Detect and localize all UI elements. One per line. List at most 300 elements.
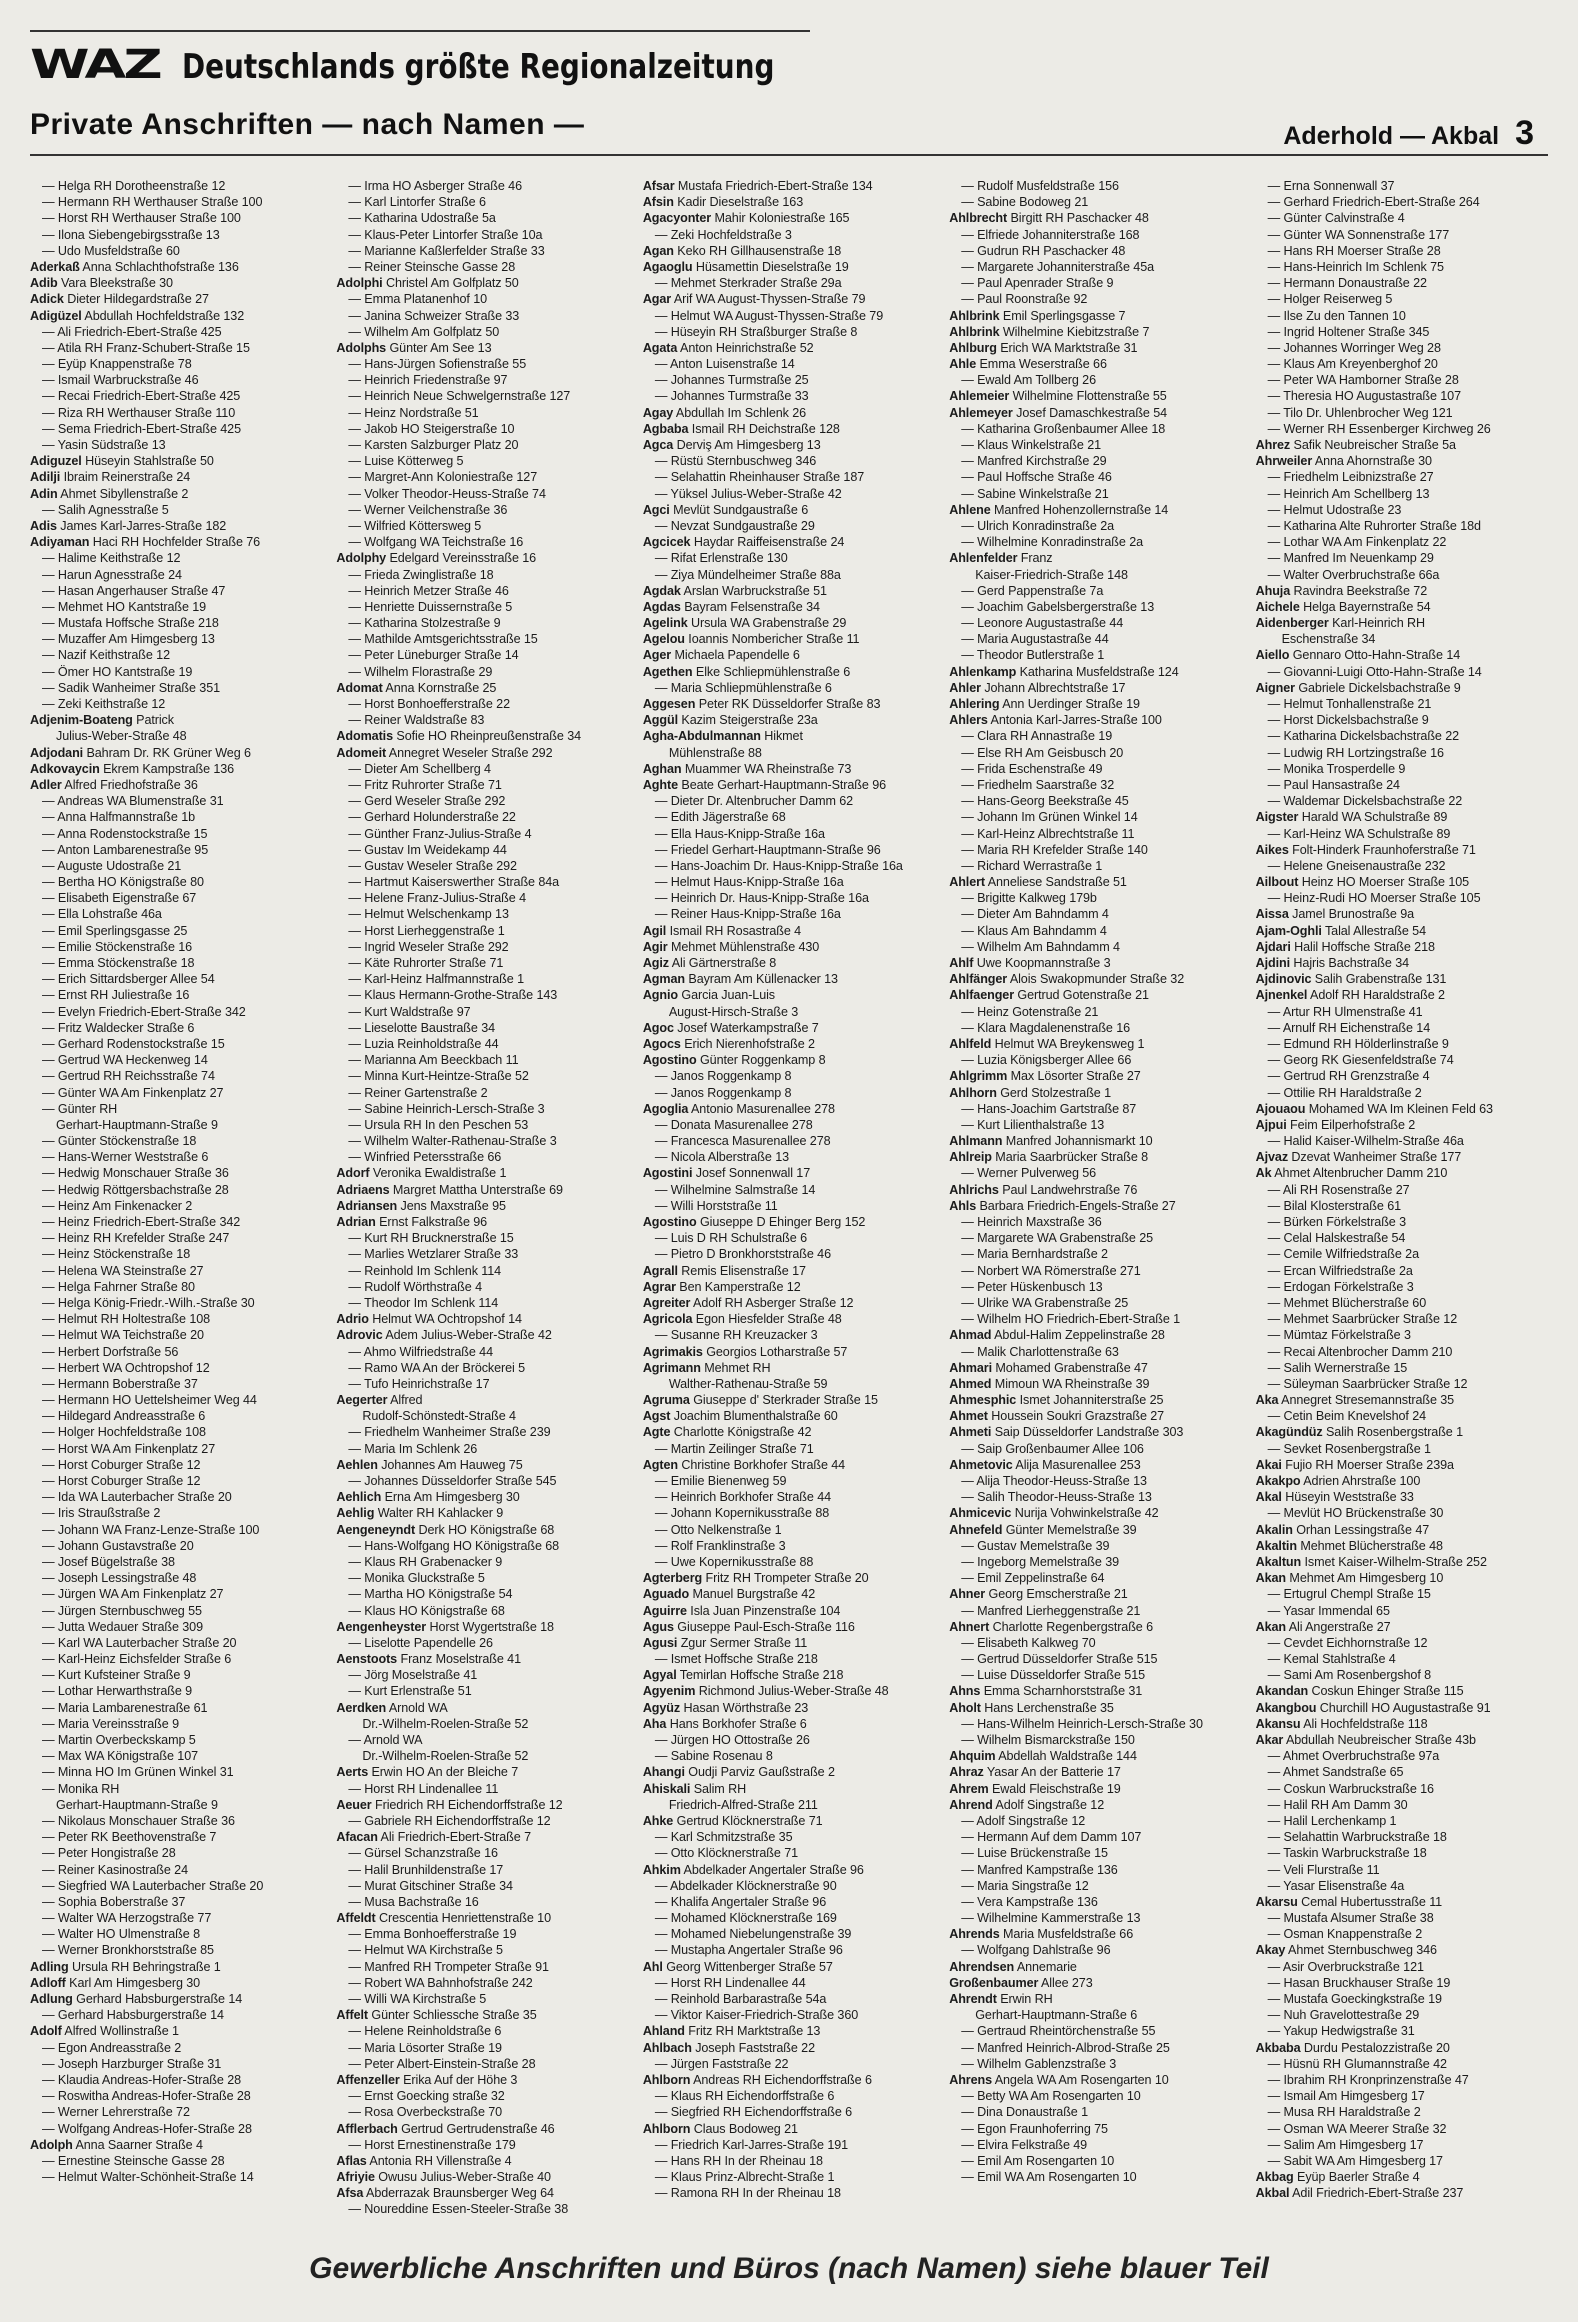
listing-entry: Ahlert Anneliese Sandstraße 51 [949,875,1127,890]
listing-entry: — Horst WA Am Finkenplatz 27 [42,1441,216,1456]
listing-entry: Aholt Hans Lerchenstraße 35 [949,1700,1114,1715]
listing-entry: Akangbou Churchill HO Augustastraße 91 [1255,1700,1491,1715]
listing-entry: — Kurt Waldstraße 97 [348,1004,471,1019]
listing-entry: Ager Michaela Papendelle 6 [642,648,800,663]
listing-entry: — Hans-Jürgen Sofienstraße 55 [348,357,527,372]
listing-entry: — Bilal Klosterstraße 61 [1267,1198,1402,1213]
listing-entry: — Maria Lösorter Straße 19 [348,2040,502,2055]
listing-entry: — Monika Gluckstraße 5 [348,1571,485,1586]
listing-entry: Adorf Veronika Ewaldistraße 1 [336,1166,507,1181]
listing-entry: — Gerd Pappenstraße 7a [961,583,1104,598]
listing-entry: — Sadik Wanheimer Straße 351 [42,680,221,695]
listing-entry: — Luise Brückenstraße 15 [961,1846,1108,1861]
listing-entry: Afacan Ali Friedrich-Ebert-Straße 7 [336,1830,531,1845]
listing-entry: — Sema Friedrich-Ebert-Straße 425 [42,421,241,436]
listing-entry: — Horst Coburger Straße 12 [42,1457,201,1472]
listing-entry: — Roswitha Andreas-Hofer-Straße 28 [42,2089,251,2104]
listing-entry: — Hedwig Röttgersbachstraße 28 [42,1182,229,1197]
listing-entry: Ahrendsen Annemarie [949,1959,1077,1974]
listing-entry: Ahlbrink Wilhelmine Kiebitzstraße 7 [949,324,1150,339]
listing-entry: Aigster Harald WA Schulstraße 89 [1255,810,1448,825]
listing-entry: Agten Christine Borkhofer Straße 44 [642,1457,846,1472]
listing-entry: — Johannes Turmstraße 25 [654,373,809,388]
listing-entry: Aegerter Alfred [336,1393,423,1408]
listing-entry: — Osman WA Meerer Straße 32 [1267,2121,1447,2136]
listing-entry: — Dieter Dr. Altenbrucher Damm 62 [654,794,854,809]
listing-entry: — Emma Stöckenstraße 18 [42,956,195,970]
listing-entry: — Helmut Udostraße 23 [1267,502,1402,517]
listing-entry: — Ziya Mündelheimer Straße 88a [654,567,841,582]
listing-entry: — Klaus Am Bahndamm 4 [961,923,1107,938]
listing-entry: — Heinrich Neue Schwelgernstraße 127 [348,389,571,404]
listing-entry: — Gertrud RH Grenzstraße 4 [1267,1069,1430,1084]
listing-entry: Akbal Adil Friedrich-Ebert-Straße 237 [1255,2186,1464,2201]
listing-entry: — Malik Charlottenstraße 63 [961,1344,1119,1359]
listing-entry: — Egon Fraunhoferring 75 [961,2121,1108,2136]
listing-entry: — Donata Masurenallee 278 [654,1117,813,1132]
listing-entry: — Sami Am Rosenbergshof 8 [1267,1668,1432,1683]
listing-entry: Adjenim-Boateng Patrick [30,713,174,728]
listing-entry: — Ramo WA An der Bröckerei 5 [348,1360,526,1375]
listing-entry: — Lothar WA Am Finkenplatz 22 [1267,535,1447,550]
listing-entry: Agyenim Richmond Julius-Weber-Straße 48 [642,1684,889,1699]
listing-entry: — Dieter Am Bahndamm 4 [961,907,1109,922]
listing-entry: Afsin Kadir Dieselstraße 163 [642,195,804,210]
waz-logo: WAZ [30,42,161,88]
listing-entry: — Ismail Warbruckstraße 46 [42,373,199,388]
listing-entry: Akal Hüseyin Weststraße 33 [1255,1490,1414,1505]
listing-entry: — Maria Im Schlenk 26 [348,1441,478,1456]
listing-entry: Agar Arif WA August-Thyssen-Straße 79 [642,292,866,307]
listing-entry: Adib Vara Bleekstraße 30 [30,276,173,291]
listing-entry: — Friedhelm Saarstraße 32 [961,777,1115,792]
listing-entry: Agricola Egon Hiesfelder Straße 48 [642,1312,842,1327]
listing-entry: Ajdari Halil Hoffsche Straße 218 [1255,939,1435,954]
listing-entry: — Friedhelm Wanheimer Straße 239 [348,1425,551,1440]
listing-entry: Adiguzel Hüseyin Stahlstraße 50 [30,454,214,469]
listing-entry: Adilji Ibraim Reinerstraße 24 [30,470,191,485]
listing-entry: — Fritz Waldecker Straße 6 [42,1020,195,1035]
listing-entry: — Nicola Alberstraße 13 [654,1150,790,1165]
listing-entry: Agelou Ioannis Nombericher Straße 11 [642,632,860,647]
listing-entry: — Wilhelmine Konradinstraße 2a [961,535,1144,550]
listing-entry: — Ella Lohstraße 46a [42,907,162,922]
listing-entry: — Reinhold Im Schlenk 114 [348,1263,502,1278]
listing-entry: — Hermann Donaustraße 22 [1267,276,1427,291]
listing-entry: — Katharina Alte Ruhrorter Straße 18d [1267,518,1481,533]
footer-note: Gewerbliche Anschriften und Büros (nach Namen) siehe blauer Teil [309,2252,1269,2285]
listing-entry: — Werner Lehrerstraße 72 [42,2105,190,2120]
listing-entry: Ahrend Adolf Singstraße 12 [949,1797,1105,1812]
listing-entry: Ahmad Abdul-Halim Zeppelinstraße 28 [949,1328,1165,1343]
listing-entry: Agreiter Adolf RH Asberger Straße 12 [642,1295,854,1310]
listing-entry: — Kurt Kufsteiner Straße 9 [42,1668,191,1683]
listing-entry: — Mustapha Angertaler Straße 96 [654,1943,843,1958]
listing-entry: Friedrich-Alfred-Straße 211 [668,1797,818,1812]
listing-entry: Agrimann Mehmet RH [642,1360,771,1375]
listing-column-5 [1256,178,1548,2203]
listing-entry: — Werner Veilchenstraße 36 [348,502,508,517]
listing-entry: — Ismet Hoffsche Straße 218 [654,1652,818,1667]
listing-entry: Agay Abdullah Im Schlenk 26 [642,405,807,420]
listing-entry: Akansu Ali Hochfeldstraße 118 [1255,1716,1428,1731]
listing-entry: — Maria Singstraße 12 [961,1878,1089,1893]
listing-columns [30,178,1548,2217]
listing-entry: — Heinz Stöckenstraße 18 [42,1247,191,1262]
listing-entry: Ajnenkel Adolf RH Haraldstraße 2 [1255,988,1445,1003]
listing-entry: — Reiner Steinsche Gasse 28 [348,259,516,274]
listing-entry: Agyal Temirlan Hoffsche Straße 218 [642,1668,844,1683]
listing-entry: — Emma Bonhoefferstraße 19 [348,1927,517,1942]
listing-entry: Ahmicevic Nurija Vohwinkelstraße 42 [949,1506,1159,1521]
listing-entry: — Hans-Georg Beekstraße 45 [961,794,1129,809]
listing-entry: Agiz Ali Gärtnerstraße 8 [642,956,777,970]
listing-entry: Adin Ahmet Sibyllenstraße 2 [30,486,189,501]
listing-entry: — Hans RH Moerser Straße 28 [1267,243,1441,258]
listing-entry: — Mehmet Saarbrücker Straße 12 [1267,1312,1458,1327]
listing-entry: — Katharina Dickelsbachstraße 22 [1267,729,1460,744]
listing-entry: Aengeneyndt Derk HO Königstraße 68 [336,1522,555,1537]
listing-entry: Aerdken Arnold WA [336,1700,448,1715]
listing-entry: — Marianne Kaßlerfelder Straße 33 [348,243,545,258]
listing-entry: — Heinrich Am Schellberg 13 [1267,486,1430,501]
listing-entry: Akaltin Mehmet Blücherstraße 48 [1255,1538,1443,1553]
listing-entry: Adrian Ernst Falkstraße 96 [336,1215,488,1229]
listing-entry: — Holger Hochfeldstraße 108 [42,1425,206,1440]
listing-entry: Adriaens Margret Mattha Unterstraße 69 [336,1182,563,1197]
listing-entry: Agoglia Antonio Masurenallee 278 [642,1101,835,1116]
listing-entry: — Manfred Heinrich-Albrod-Straße 25 [961,2040,1170,2055]
listing-entry: Akagündüz Salih Rosenbergstraße 1 [1255,1425,1463,1440]
listing-entry: — Arnulf RH Eichenstraße 14 [1267,1020,1431,1035]
listing-entry: Agruma Giuseppe d' Sterkrader Straße 15 [642,1393,878,1408]
listing-entry: August-Hirsch-Straße 3 [668,1004,799,1019]
listing-entry: Ahlborn Andreas RH Eichendorffstraße 6 [642,2072,872,2087]
listing-entry: — Ilona Siebengebirgsstraße 13 [42,227,220,242]
listing-entry: — Theodor Butlerstraße 1 [961,648,1105,663]
listing-entry: Akai Fujio RH Moerser Straße 239a [1255,1457,1454,1472]
listing-entry: — Rosa Overbeckstraße 70 [348,2105,503,2120]
listing-entry: — Käte Ruhrorter Straße 71 [348,956,504,970]
listing-entry: Rudolf-Schönstedt-Straße 4 [362,1409,516,1424]
listing-entry: — Klaus-Peter Lintorfer Straße 10a [348,227,543,242]
listing-entry: — Heinz Gotenstraße 21 [961,1004,1099,1019]
listing-entry: — Frieda Zwinglistraße 18 [348,567,494,582]
listing-entry: — Holger Reiserweg 5 [1267,292,1393,307]
listing-entry: — Wilhelmine Kammerstraße 13 [961,1911,1141,1926]
listing-entry: — Karl WA Lauterbacher Straße 20 [42,1635,237,1650]
listing-entry: — Muzaffer Am Himgesberg 13 [42,632,215,647]
listing-entry: Akaltun Ismet Kaiser-Wilhelm-Straße 252 [1255,1554,1487,1569]
listing-entry: Agata Anton Heinrichstraße 52 [642,340,814,355]
listing-entry: — Manfred Kampstraße 136 [961,1862,1118,1877]
listing-entry: Ahlhorn Gerd Stolzestraße 1 [949,1085,1111,1100]
listing-entry: Ahnert Charlotte Regenbergstraße 6 [949,1619,1154,1634]
listing-entry: — Helmut WA Teichstraße 20 [42,1328,204,1343]
listing-entry: — Yasar Immendal 65 [1267,1603,1390,1618]
listing-entry: — Luis D RH Schulstraße 6 [654,1231,807,1246]
listing-entry: — Ahmet Sandstraße 65 [1267,1765,1404,1780]
listing-entry: — Ulrich Konradinstraße 2a [961,518,1115,533]
listing-entry: — Irma HO Asberger Straße 46 [348,179,522,193]
listing-entry: — Mohamed Niebelungenstraße 39 [654,1927,852,1942]
listing-entry: Ahrendt Erwin RH [949,1992,1053,2006]
listing-entry: — Frida Eschenstraße 49 [961,761,1103,776]
listing-entry: — Liselotte Papendelle 26 [348,1635,493,1650]
listing-entry: — Hans-Joachim Dr. Haus-Knipp-Straße 16a [654,858,903,873]
listing-entry: Aehlen Johannes Am Hauweg 75 [336,1457,523,1472]
listing-entry: — Jürgen Faststraße 22 [654,2056,789,2071]
listing-entry: Akan Ali Angerstraße 27 [1255,1619,1391,1634]
listing-entry: Adloff Karl Am Himgesberg 30 [30,1975,201,1990]
listing-entry: — Janos Roggenkamp 8 [654,1085,792,1100]
listing-entry: Ahl Georg Wittenberger Straße 57 [642,1959,833,1974]
listing-entry: — Werner Pulverweg 56 [961,1166,1097,1181]
listing-entry: — Ernst RH Juliestraße 16 [42,988,190,1003]
listing-entry: Aikes Folt-Hinderk Fraunhoferstraße 71 [1255,842,1476,857]
listing-entry: — Peter Hongistraße 28 [42,1846,176,1861]
listing-entry: — Hasan Angerhauser Straße 47 [42,583,226,598]
listing-entry: — Lieselotte Baustraße 34 [348,1020,496,1035]
listing-entry: — Maria Vereinsstraße 9 [42,1716,179,1731]
listing-entry: — Günter WA Sonnenstraße 177 [1267,227,1450,242]
listing-entry: Ahmetovic Alija Masurenallee 253 [949,1457,1141,1472]
listing-entry: — Johannes Worringer Weg 28 [1267,340,1441,355]
listing-entry: — Siegfried RH Eichendorffstraße 6 [654,2105,853,2120]
listing-entry: Ahls Barbara Friedrich-Engels-Straße 27 [949,1198,1176,1213]
listing-entry: — Emil Sperlingsgasse 25 [42,923,188,938]
listing-entry: Ahmed Mimoun WA Rheinstraße 39 [949,1376,1150,1391]
listing-entry: — Reiner Haus-Knipp-Straße 16a [654,907,841,922]
listing-entry: — Wilhelm Gablenzstraße 3 [961,2056,1117,2071]
listing-entry: Ahlbrecht Birgitt RH Paschacker 48 [949,211,1149,226]
listing-entry: Walther-Rathenau-Straße 59 [668,1376,828,1391]
listing-entry: — Paul Hoffsche Straße 46 [961,470,1112,485]
listing-entry: — Klaus Hermann-Grothe-Straße 143 [348,988,558,1003]
listing-entry: — Ismail Am Himgesberg 17 [1267,2089,1425,2104]
listing-entry: — Rüstü Sternbuschweg 346 [654,454,817,469]
listing-entry: — Else RH Am Geisbusch 20 [961,745,1124,760]
listing-entry: — Hans-Wilhelm Heinrich-Lersch-Straße 30 [961,1716,1203,1731]
listing-entry: Ahlburg Erich WA Marktstraße 31 [949,340,1138,355]
listing-entry: — Helena WA Steinstraße 27 [42,1263,204,1278]
listing-entry: Ahmari Mohamed Grabenstraße 47 [949,1360,1148,1375]
listing-entry: — Elvira Felkstraße 49 [961,2137,1088,2152]
listing-entry: Ajdinovic Salih Grabenstraße 131 [1255,972,1447,987]
listing-entry: Adriansen Jens Maxstraße 95 [336,1198,506,1213]
listing-entry: — Clara RH Annastraße 19 [961,729,1113,744]
listing-entry: Ahlgrimm Max Lösorter Straße 27 [949,1069,1141,1084]
listing-entry: — Yüksel Julius-Weber-Straße 42 [654,486,842,501]
listing-entry: — Mustafa Hoffsche Straße 218 [42,616,219,631]
listing-entry: — Hans-Joachim Gartstraße 87 [961,1101,1137,1116]
listing-entry: — Paul Hansastraße 24 [1267,777,1400,792]
listing-entry: — Heinrich Maxstraße 36 [961,1215,1102,1229]
listing-entry: Ajvaz Dzevat Wanheimer Straße 177 [1255,1150,1462,1165]
listing-entry: Agethen Elke Schliepmühlenstraße 6 [642,664,851,679]
listing-entry: — Nuh Gravelottestraße 29 [1267,2008,1420,2023]
listing-entry: — Klaus RH Eichendorffstraße 6 [654,2089,835,2104]
listing-entry: Agyüz Hasan Wörthstraße 23 [642,1700,809,1715]
masthead-tagline: Deutschlands größte Regionalzeitung [182,47,775,87]
listing-entry: Ahkim Abdelkader Angertaler Straße 96 [642,1862,864,1877]
listing-entry: — Horst RH Werthauser Straße 100 [42,211,241,226]
listing-entry: Agha-Abdulmannan Hikmet [642,729,803,744]
listing-entry: — Udo Musfeldstraße 60 [42,243,180,258]
listing-entry: Aerts Erwin HO An der Bleiche 7 [336,1765,519,1780]
listing-entry: Agelink Ursula WA Grabenstraße 29 [642,616,847,631]
listing-entry: — Heinz-Rudi HO Moerser Straße 105 [1267,891,1481,906]
listing-entry: — Emil Zeppelinstraße 64 [961,1571,1105,1586]
listing-entry: — Hüseyin RH Straßburger Straße 8 [654,324,858,339]
listing-entry: — Arnold WA [348,1733,423,1747]
listing-entry: Adick Dieter Hildegardstraße 27 [30,292,209,307]
listing-entry: Aghte Beate Gerhart-Hauptmann-Straße 96 [642,777,887,792]
listing-entry: — Salih Theodor-Heuss-Straße 13 [961,1490,1152,1505]
listing-entry: — Veli Flurstraße 11 [1267,1862,1380,1877]
listing-entry: — Ali RH Rosenstraße 27 [1267,1182,1410,1197]
listing-entry: — Ilse Zu den Tannen 10 [1267,308,1406,323]
listing-entry: — Taskin Warbruckstraße 18 [1267,1846,1427,1861]
listing-entry: — Rifat Erlenstraße 130 [654,551,788,566]
listing-entry: Aha Hans Borkhofer Straße 6 [642,1716,807,1731]
listing-entry: — Marianna Am Beeckbach 11 [348,1053,519,1068]
listing-entry: — Karl Schmitzstraße 35 [654,1830,793,1845]
listing-entry: — Helene Reinholdstraße 6 [348,2024,502,2039]
listing-entry: — Celal Halskestraße 54 [1267,1231,1406,1246]
listing-entry: — Klaus Winkelstraße 21 [961,438,1101,452]
listing-entry: — Saip Großenbaumer Allee 106 [961,1441,1144,1456]
listing-entry: — Gertraud Rheintörchenstraße 55 [961,2024,1156,2039]
listing-entry: Akandan Coskun Ehinger Straße 115 [1255,1684,1464,1699]
listing-entry: — Sabine Winkelstraße 21 [961,486,1109,501]
listing-entry: Ak Ahmet Altenbrucher Damm 210 [1255,1166,1448,1181]
listing-entry: — Sabine Heinrich-Lersch-Straße 3 [348,1101,545,1116]
listing-entry: — Reiner Waldstraße 83 [348,713,485,728]
listing-entry: — Yakup Hedwigstraße 31 [1267,2024,1415,2039]
listing-entry: — Ernestine Steinsche Gasse 28 [42,2153,225,2168]
listing-entry: — Musa RH Haraldstraße 2 [1267,2105,1421,2120]
listing-entry: Agostini Josef Sonnenwall 17 [642,1166,811,1181]
listing-entry: — Helene Franz-Julius-Straße 4 [348,891,526,906]
listing-entry: — Noureddine Essen-Steeler-Straße 38 [348,2202,569,2217]
listing-entry: — Hermann HO Uettelsheimer Weg 44 [42,1393,257,1408]
listing-entry: — Heinrich Friedenstraße 97 [348,373,508,388]
listing-entry: — Ramona RH In der Rheinau 18 [654,2186,841,2201]
listing-entry: — Klaus RH Grabenacker 9 [348,1554,503,1569]
listing-entry: — Kemal Stahlstraße 4 [1267,1652,1396,1667]
listing-entry: Aengenheyster Horst Wygertstraße 18 [336,1619,554,1634]
listing-entry: — Heinrich Dr. Haus-Knipp-Straße 16a [654,891,869,906]
listing-column-2 [336,178,628,2217]
listing-entry: — Elisabeth Eigenstraße 67 [42,891,197,906]
listing-entry: — Joachim Gabelsbergerstraße 13 [961,599,1155,614]
listing-entry: — Theresia HO Augustastraße 107 [1267,389,1461,404]
listing-entry: — Manfred Im Neuenkamp 29 [1267,551,1434,566]
listing-entry: — Mevlüt HO Brückenstraße 30 [1267,1506,1444,1521]
listing-entry: — Robert WA Bahnhofstraße 242 [348,1975,533,1990]
listing-entry: — Erich Sittardsberger Allee 54 [42,972,215,987]
listing-entry: — Gerd Weseler Straße 292 [348,794,506,809]
listing-entry: Afsar Mustafa Friedrich-Ebert-Straße 134 [642,179,873,193]
listing-entry: — Giovanni-Luigi Otto-Hahn-Straße 14 [1267,664,1482,679]
listing-entry: Ahrem Ewald Fleischstraße 19 [949,1781,1121,1796]
listing-entry: — Katharina Großenbaumer Allee 18 [961,421,1166,436]
listing-entry: — Hans RH In der Rheinau 18 [654,2153,823,2168]
listing-entry: — Herbert Dorfstraße 56 [42,1344,179,1359]
listing-entry: — Johannes Turmstraße 33 [654,389,809,404]
listing-entry: — Ernst Goecking straße 32 [348,2089,505,2104]
listing-entry: Ahlreip Maria Saarbrücker Straße 8 [949,1150,1149,1165]
listing-entry: — Wilhelm Walter-Rathenau-Straße 3 [348,1134,557,1149]
listing-entry: — Helmut WA Kirchstraße 5 [348,1943,503,1958]
listing-entry: — Recai Friedrich-Ebert-Straße 425 [42,389,241,404]
listing-entry: Akakpo Adrien Ahrstraße 100 [1255,1474,1421,1488]
listing-entry: — Tilo Dr. Uhlenbrocher Weg 121 [1267,405,1453,420]
listing-entry: — Ursula RH In den Peschen 53 [348,1117,529,1132]
listing-entry: Aissa Jamel Brunostraße 9a [1255,907,1415,922]
listing-entry: — Anna Halfmannstraße 1b [42,810,196,825]
listing-entry: Agdak Arslan Warbruckstraße 51 [642,583,827,598]
listing-entry: — Rudolf Wörthstraße 4 [348,1279,482,1294]
listing-entry: Ahlfänger Alois Swakopmunder Straße 32 [949,972,1185,987]
listing-entry: Agrall Remis Elisenstraße 17 [642,1263,806,1278]
listing-entry: — Walter Overbruchstraße 66a [1267,567,1440,582]
listing-entry: Adiyaman Haci RH Hochfelder Straße 76 [30,535,261,550]
listing-entry: — Horst Ernestinenstraße 179 [348,2137,516,2152]
listing-entry: — Hildegard Andreasstraße 6 [42,1409,206,1424]
listing-entry: — Iris Straußstraße 2 [42,1506,161,1521]
listing-entry: — Mehmet Blücherstraße 60 [1267,1295,1427,1310]
listing-entry: Aigner Gabriele Dickelsbachstraße 9 [1255,680,1461,695]
listing-entry: — Ingeborg Memelstraße 39 [961,1554,1120,1569]
listing-entry: Agocs Erich Nierenhofstraße 2 [642,1036,815,1051]
listing-entry: — Herbert WA Ochtropshof 12 [42,1360,210,1375]
listing-entry: — Peter Hüskenbusch 13 [961,1279,1103,1294]
listing-entry: — Volker Theodor-Heuss-Straße 74 [348,486,546,501]
listing-entry: — Mehmet Sterkrader Straße 29a [654,276,842,291]
listing-entry: — Heinz Friedrich-Ebert-Straße 342 [42,1215,241,1229]
listing-entry: — Paul Roonstraße 92 [961,292,1088,307]
listing-entry: — Elisabeth Kalkweg 70 [961,1635,1096,1650]
listing-entry: — Luzia Königsberger Allee 66 [961,1053,1132,1068]
top-rule [30,30,810,32]
listing-entry: — Gürsel Schanzstraße 16 [348,1846,498,1861]
listing-entry: — Peter Albert-Einstein-Straße 28 [348,2056,536,2071]
listing-entry: Ajam-Oghli Talal Allestraße 54 [1255,923,1426,938]
listing-entry: — Gertrud RH Reichsstraße 74 [42,1069,215,1084]
listing-entry: Dr.-Wilhelm-Roelen-Straße 52 [362,1716,529,1731]
listing-entry: — Recai Altenbrocher Damm 210 [1267,1344,1453,1359]
listing-entry: — Günter Stöckenstraße 18 [42,1134,197,1149]
listing-entry: — Halil Brunhildenstraße 17 [348,1862,504,1877]
listing-entry: — Janina Schweizer Straße 33 [348,308,520,323]
listing-entry: — Kurt Erlenstraße 51 [348,1684,472,1699]
listing-entry: Aenstoots Franz Moselstraße 41 [336,1652,521,1667]
listing-entry: Gerhart-Hauptmann-Straße 9 [56,1797,218,1812]
listing-entry: — Otto Klöcknerstraße 71 [654,1846,798,1861]
listing-entry: Adrovic Adem Julius-Weber-Straße 42 [336,1328,552,1343]
listing-entry: — Salim Am Himgesberg 17 [1267,2137,1424,2152]
listing-entry: — Yasar Elisenstraße 4a [1267,1878,1405,1893]
listing-entry: Ahlbrink Emil Sperlingsgasse 7 [949,308,1126,323]
listing-entry: — Hartmut Kaiserswerther Straße 84a [348,875,560,890]
listing-entry: — Anton Lambarenestraße 95 [42,842,209,857]
listing-entry: Agci Mevlüt Sundgaustraße 6 [642,502,809,517]
listing-entry: — Nevzat Sundgaustraße 29 [654,518,815,533]
listing-entry: — Fritz Ruhrorter Straße 71 [348,777,502,792]
listing-entry: — Süleyman Saarbrücker Straße 12 [1267,1376,1468,1391]
